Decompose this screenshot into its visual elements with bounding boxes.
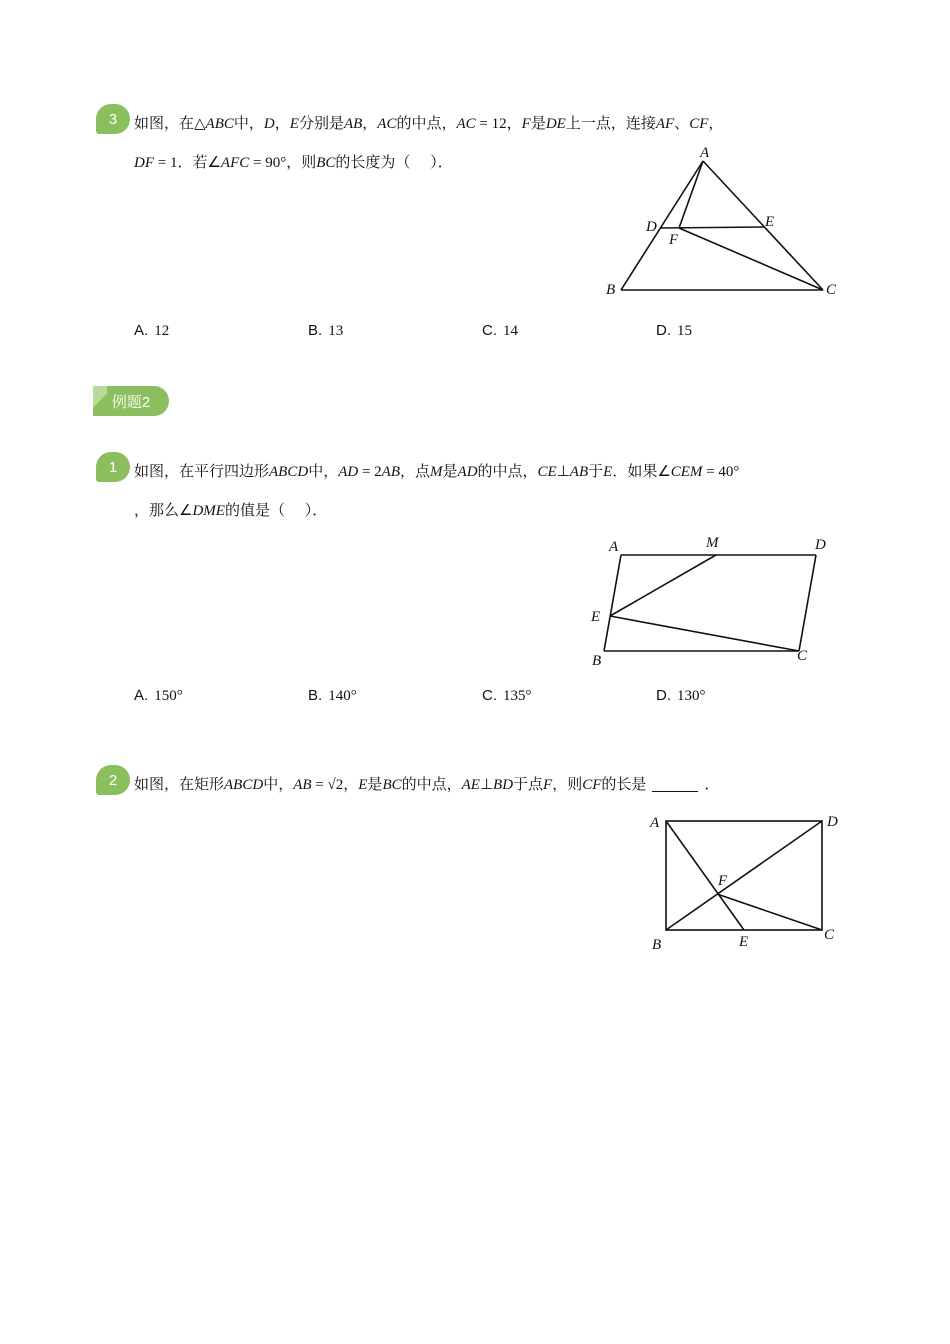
text-run: ，则 [286, 153, 317, 171]
label-E: E [739, 934, 749, 950]
text-run: ．若∠ [177, 153, 221, 171]
text-run: 的长是 [601, 775, 647, 793]
text-run: 是 [442, 462, 458, 480]
text-run: = 2 [358, 464, 382, 480]
segment-DE [661, 227, 764, 228]
label-D: D [827, 814, 838, 830]
text-run: 如图，在平行四边形 [134, 462, 270, 480]
question-text-line-1 [134, 461, 739, 482]
text-run: 的中点， [396, 114, 457, 132]
text-run: 中， [233, 114, 264, 132]
math-variable: AD [457, 464, 478, 480]
question-text-line-1 [134, 774, 719, 795]
text-run: 的中点， [477, 462, 538, 480]
segment-EC [610, 616, 799, 651]
text-run: ⊥ [556, 462, 570, 480]
label-B: B [606, 282, 616, 298]
math-variable: F [543, 777, 553, 793]
text-run: ，则 [552, 775, 583, 793]
math-variable: BC [316, 155, 336, 171]
label-E: E [765, 214, 775, 230]
text-run: 中， [263, 775, 294, 793]
math-variable: DME [192, 503, 225, 519]
text-run: = 90° [249, 155, 287, 171]
math-variable: M [430, 464, 443, 480]
text-run: ， [708, 114, 724, 132]
label-A: A [609, 539, 619, 555]
section-tag: 例题2 [93, 386, 169, 416]
math-variable: AC [456, 116, 476, 132]
text-run: ， [362, 114, 378, 132]
text-run: ， [506, 114, 522, 132]
label-F: F [718, 873, 728, 889]
label-C: C [824, 927, 835, 943]
label-A: A [650, 815, 660, 831]
text-run: ，那么∠ [134, 501, 193, 519]
math-variable: E [358, 777, 368, 793]
text-run: 分别是 [298, 114, 344, 132]
math-variable: BC [382, 777, 402, 793]
math-variable: ABC [205, 116, 234, 132]
math-variable: ABCD [224, 777, 264, 793]
label-E: E [591, 609, 601, 625]
option-c[interactable]: C. 14 [482, 322, 518, 339]
question-number-badge: 1 [96, 452, 130, 482]
segment-BD [666, 821, 822, 930]
option-d[interactable]: D. 130° [656, 687, 706, 704]
text-run: ⊥ [479, 775, 494, 793]
question-number-badge: 2 [96, 765, 130, 795]
triangle-figure [600, 140, 850, 305]
option-b[interactable]: B. 13 [308, 322, 344, 339]
text-run: = 40° [702, 464, 740, 480]
label-D: D [815, 537, 826, 553]
math-variable: DF [134, 155, 154, 171]
text-run: 的值是（ ）． [224, 501, 328, 519]
text-run: 于点 [513, 775, 544, 793]
math-variable: D [263, 116, 275, 132]
math-variable: CF [582, 777, 602, 793]
text-run: 上一点，连接 [565, 114, 656, 132]
segment-AE [666, 821, 744, 930]
text-run: 的长度为（ ）． [335, 153, 453, 171]
option-c[interactable]: C. 135° [482, 687, 532, 704]
math-variable: E [289, 116, 299, 132]
label-A: A [700, 145, 710, 161]
segment-FC [717, 894, 822, 930]
text-run: ．如果∠ [612, 462, 671, 480]
text-run: 如图，在矩形 [134, 775, 225, 793]
text-run: ，点 [400, 462, 431, 480]
text-run: ， [274, 114, 290, 132]
answer-blank[interactable] [652, 777, 698, 792]
question-text-end: ． [704, 775, 720, 793]
math-variable: CF [689, 116, 709, 132]
label-B: B [652, 937, 662, 953]
label-C: C [826, 282, 837, 298]
label-D: D [646, 219, 657, 235]
segment-BA [604, 555, 621, 651]
math-variable: AD [338, 464, 359, 480]
math-variable: ABCD [269, 464, 309, 480]
math-variable: F [521, 116, 531, 132]
text-run: 中， [308, 462, 339, 480]
text-run: 如图，在△ [134, 114, 206, 132]
segment-AB [621, 161, 703, 290]
question-text-line-2 [134, 500, 327, 521]
math-variable: AF [655, 116, 675, 132]
option-b[interactable]: B. 140° [308, 687, 357, 704]
rectangle-figure [640, 805, 850, 955]
text-run: ， [343, 775, 359, 793]
math-variable: AE [461, 777, 480, 793]
math-variable: CEM [670, 464, 703, 480]
segment-CF [679, 228, 823, 290]
text-run: 、 [674, 114, 690, 132]
text-run: = √2 [311, 777, 344, 793]
option-a[interactable]: A. 150° [134, 687, 183, 704]
question-number-badge: 3 [96, 104, 130, 134]
question-text-line-2 [134, 152, 453, 173]
math-variable: AB [293, 777, 312, 793]
math-variable: AC [377, 116, 397, 132]
question-text-line-1 [134, 113, 723, 134]
label-M: M [706, 535, 719, 551]
segment-DC [799, 555, 816, 651]
option-d[interactable]: D. 15 [656, 322, 692, 339]
question-text [134, 775, 646, 793]
text-run: 的中点， [401, 775, 462, 793]
text-run: = 1 [154, 155, 178, 171]
text-run: 是 [367, 775, 383, 793]
math-variable: BD [493, 777, 514, 793]
math-variable: E [603, 464, 613, 480]
segment-AC [703, 161, 823, 290]
label-B: B [592, 653, 602, 669]
option-a[interactable]: A. 12 [134, 322, 170, 339]
label-F: F [669, 232, 679, 248]
math-variable: AFC [220, 155, 250, 171]
text-run: 于 [588, 462, 604, 480]
math-variable: CE [537, 464, 557, 480]
label-C: C [797, 648, 808, 664]
math-variable: AB [381, 464, 400, 480]
math-variable: DE [545, 116, 566, 132]
text-run: 是 [530, 114, 546, 132]
text-run: = 12 [475, 116, 507, 132]
parallelogram-figure [585, 530, 835, 675]
math-variable: AB [343, 116, 363, 132]
segment-EM [610, 555, 716, 616]
math-variable: AB [569, 464, 589, 480]
